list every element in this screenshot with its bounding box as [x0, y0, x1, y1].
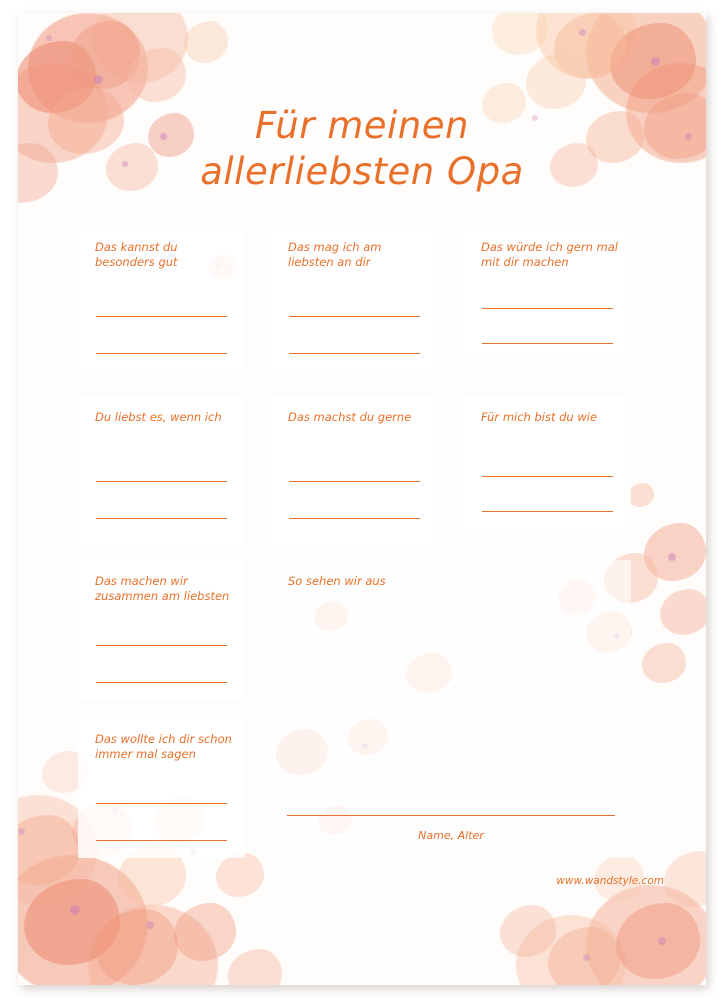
writing-line[interactable] — [96, 518, 227, 519]
prompt-card-1-label: Das kannst du besonders gut — [95, 240, 178, 269]
writing-line[interactable] — [482, 343, 613, 344]
title-line-1: Für meinen — [255, 104, 469, 147]
prompt-card-3[interactable] — [464, 226, 631, 359]
writing-line[interactable] — [482, 511, 613, 512]
prompt-card-6-label: Für mich bist du wie — [481, 410, 598, 424]
website-link[interactable]: www.wandstyle.com — [556, 875, 664, 887]
writing-line[interactable] — [289, 316, 420, 317]
prompt-card-4-label: Du liebst es, wenn ich — [95, 410, 222, 424]
prompt-card-7[interactable] — [78, 560, 245, 700]
prompt-card-1[interactable] — [78, 226, 245, 374]
prompt-card-2-label: Das mag ich am liebsten an dir — [288, 240, 382, 269]
printable-sheet — [18, 13, 706, 985]
prompt-card-8-label: Das wollte ich dir schon immer mal sagen — [95, 732, 232, 761]
writing-line[interactable] — [482, 476, 613, 477]
prompt-card-2[interactable] — [271, 226, 438, 374]
writing-line[interactable] — [96, 840, 227, 841]
prompt-card-7-label: Das machen wir zusammen am liebsten — [95, 574, 230, 603]
photo-card-label: So sehen wir aus — [288, 574, 386, 588]
writing-line[interactable] — [96, 353, 227, 354]
writing-line[interactable] — [289, 353, 420, 354]
prompt-card-8[interactable] — [78, 718, 245, 858]
writing-line[interactable] — [96, 316, 227, 317]
name-caption: Name, Alter — [418, 829, 484, 842]
writing-line[interactable] — [289, 481, 420, 482]
prompt-card-5[interactable] — [271, 396, 438, 544]
page-title — [18, 103, 706, 195]
writing-line[interactable] — [289, 518, 420, 519]
prompt-card-4[interactable] — [78, 396, 245, 544]
prompt-card-6[interactable] — [464, 396, 631, 529]
writing-line[interactable] — [96, 682, 227, 683]
writing-line[interactable] — [96, 645, 227, 646]
prompt-card-3-label: Das würde ich gern mal mit dir machen — [481, 240, 618, 269]
prompt-card-5-label: Das machst du gerne — [288, 410, 412, 424]
writing-line[interactable] — [96, 481, 227, 482]
title-line-2: allerliebsten Opa — [200, 150, 524, 193]
name-writing-line[interactable] — [287, 815, 615, 816]
photo-card[interactable] — [271, 560, 631, 858]
writing-line[interactable] — [96, 803, 227, 804]
writing-line[interactable] — [482, 308, 613, 309]
